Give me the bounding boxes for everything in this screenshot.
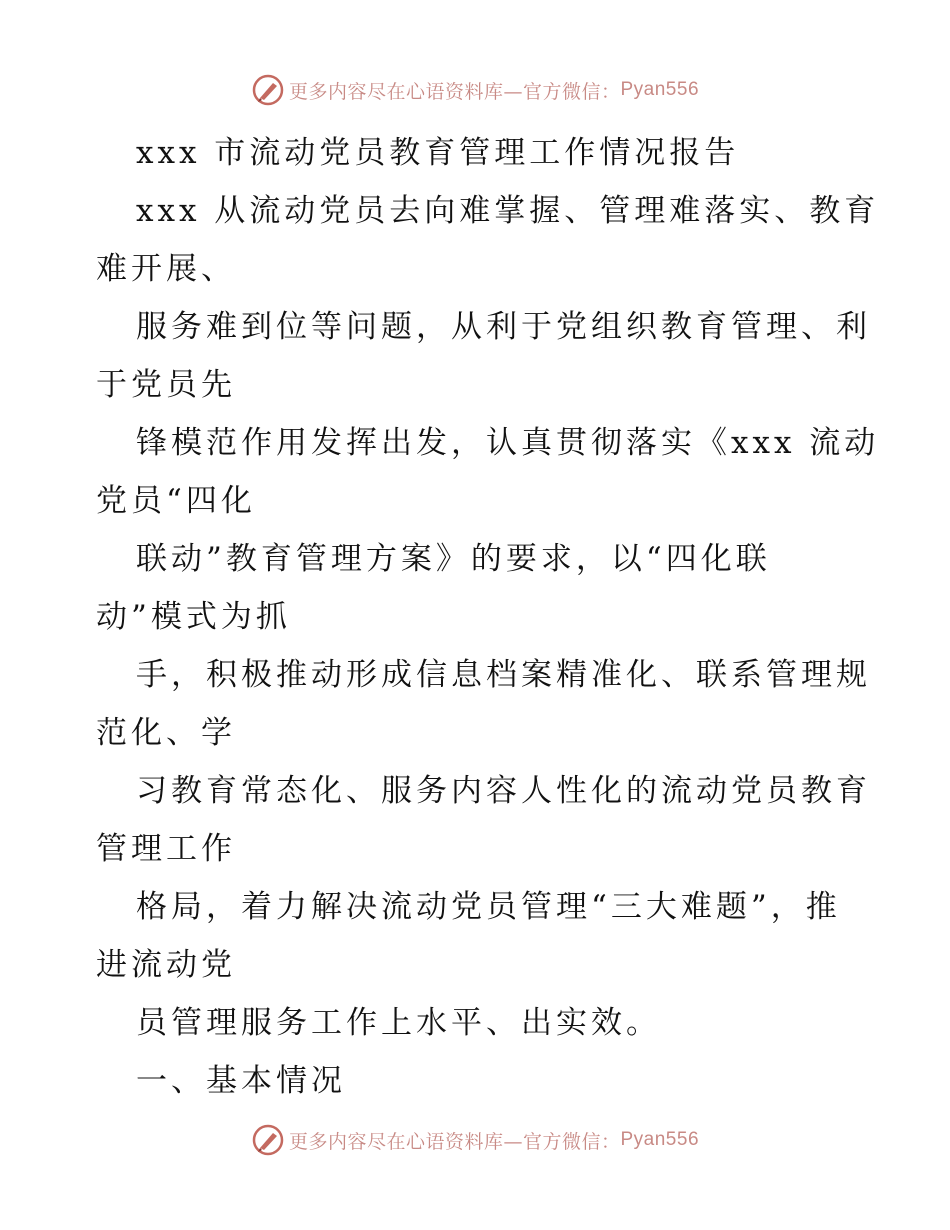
text-line: 手，积极推动形成信息档案精准化、联系管理规 — [136, 657, 871, 693]
text-line: 格局，着力解决流动党员管理“三大难题”，推 — [136, 889, 841, 925]
section-heading: 一、基本情况 — [136, 1063, 346, 1099]
watermark-text: 更多内容尽在心语资料库—官方微信： — [288, 80, 621, 103]
watermark-id: Pyan556 — [620, 1129, 700, 1150]
text-line: 动”模式为抓 — [96, 599, 291, 635]
text-line: 管理工作 — [96, 831, 236, 867]
text-line: 服务难到位等问题，从利于党组织教育管理、利 — [136, 309, 871, 345]
watermark-text: 更多内容尽在心语资料库—官方微信： — [288, 1130, 621, 1153]
text-line: 进流动党 — [96, 947, 236, 983]
text-line: 员管理服务工作上水平、出实效。 — [136, 1005, 661, 1041]
text-line: xxx 从流动党员去向难掌握、管理难落实、教育 — [136, 193, 880, 229]
watermark-header — [0, 70, 950, 110]
text-line: 党员“四化 — [96, 483, 256, 519]
text-line: 锋模范作用发挥出发，认真贯彻落实《xxx 流动 — [136, 425, 880, 461]
document-body — [96, 124, 880, 1110]
document-title: xxx 市流动党员教育管理工作情况报告 — [136, 135, 740, 171]
text-line: 于党员先 — [96, 367, 236, 403]
watermark-id: Pyan556 — [620, 79, 700, 100]
pen-logo-icon — [251, 73, 285, 107]
watermark-footer — [0, 1120, 950, 1160]
text-line: 难开展、 — [96, 251, 236, 287]
text-line: 范化、学 — [96, 715, 236, 751]
pen-logo-icon — [251, 1123, 285, 1157]
text-line: 习教育常态化、服务内容人性化的流动党员教育 — [136, 773, 871, 809]
text-line: 联动”教育管理方案》的要求，以“四化联 — [136, 541, 771, 577]
